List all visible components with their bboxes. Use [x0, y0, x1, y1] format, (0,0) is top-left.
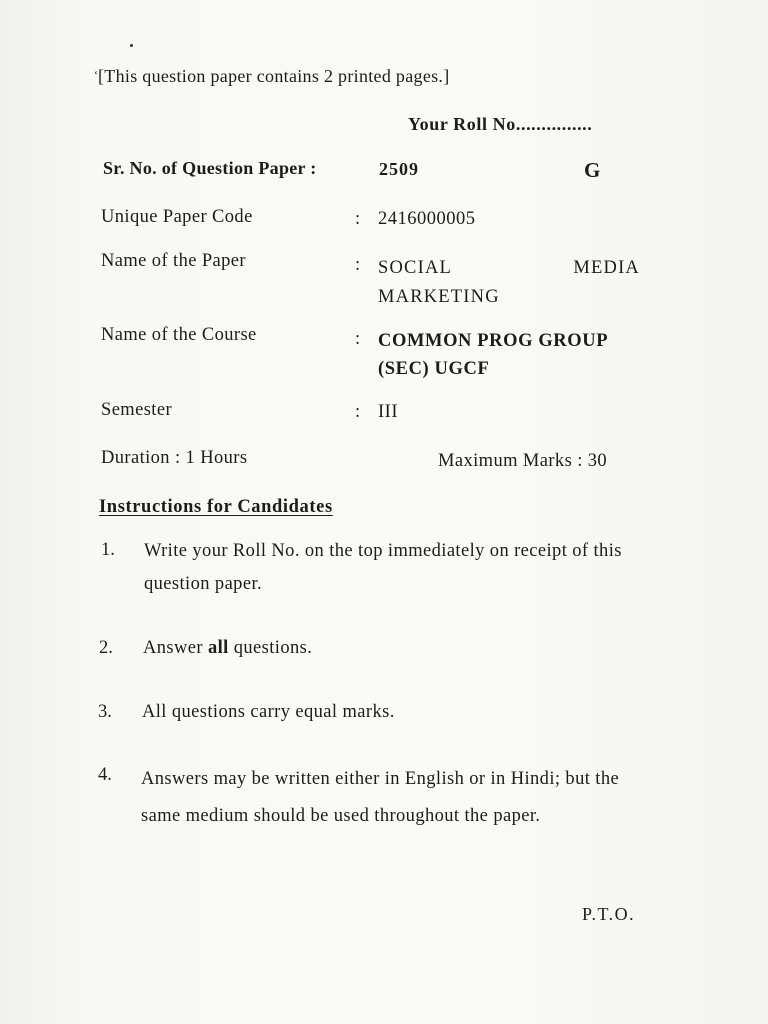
roll-number-field: Your Roll No...............: [408, 114, 593, 134]
paper-name-line-2: MARKETING: [378, 287, 500, 307]
unique-paper-code-value: 2416000005: [378, 209, 476, 229]
ink-mark: ‘: [94, 68, 98, 82]
instruction-2-number: 2.: [99, 638, 113, 658]
paper-name-word-1: SOCIAL: [378, 258, 453, 278]
instruction-4-number: 4.: [98, 765, 112, 785]
instruction-1-number: 1.: [101, 540, 115, 560]
course-name-line-1: COMMON PROG GROUP: [378, 331, 609, 351]
pages-note: [This question paper contains 2 printed pages.]: [98, 66, 450, 86]
sr-no-label: Sr. No. of Question Paper :: [103, 158, 317, 178]
paper-name-label: Name of the Paper: [101, 251, 246, 271]
instruction-2-text-end: questions.: [228, 638, 313, 658]
semester-value: III: [378, 402, 398, 422]
ink-speck: [130, 44, 133, 47]
course-name-label: Name of the Course: [101, 325, 257, 345]
maximum-marks: Maximum Marks : 30: [438, 451, 608, 471]
instruction-2-emphasis: all: [207, 638, 229, 658]
unique-paper-code-label: Unique Paper Code: [101, 207, 253, 227]
set-code: G: [584, 158, 601, 182]
paper-name-value: [378, 254, 640, 312]
instruction-2-text-start: Answer: [143, 638, 208, 658]
semester-label: Semester: [101, 400, 173, 420]
course-name-colon: :: [355, 329, 361, 349]
instruction-1-text: Write your Roll No. on the top immediately on receipt of this question paper.: [144, 541, 622, 594]
instruction-4-text: Answers may be written either in English or in Hindi; but the same medium should be used throughout the paper.: [141, 769, 620, 826]
instruction-2-text: [143, 632, 643, 665]
pto-label: P.T.O.: [582, 904, 636, 924]
unique-paper-code-colon: :: [355, 209, 361, 229]
course-name-value: [378, 327, 648, 383]
duration: Duration : 1 Hours: [101, 448, 248, 468]
instruction-3-text: All questions carry equal marks.: [142, 702, 395, 722]
sr-no-value: 2509: [379, 159, 419, 179]
instructions-heading: Instructions for Candidates: [99, 497, 333, 517]
semester-colon: :: [355, 402, 361, 422]
paper-name-colon: :: [355, 255, 361, 275]
paper-name-word-2: MEDIA: [573, 258, 640, 278]
instruction-3-number: 3.: [98, 702, 112, 722]
course-name-line-2: (SEC) UGCF: [378, 359, 490, 379]
